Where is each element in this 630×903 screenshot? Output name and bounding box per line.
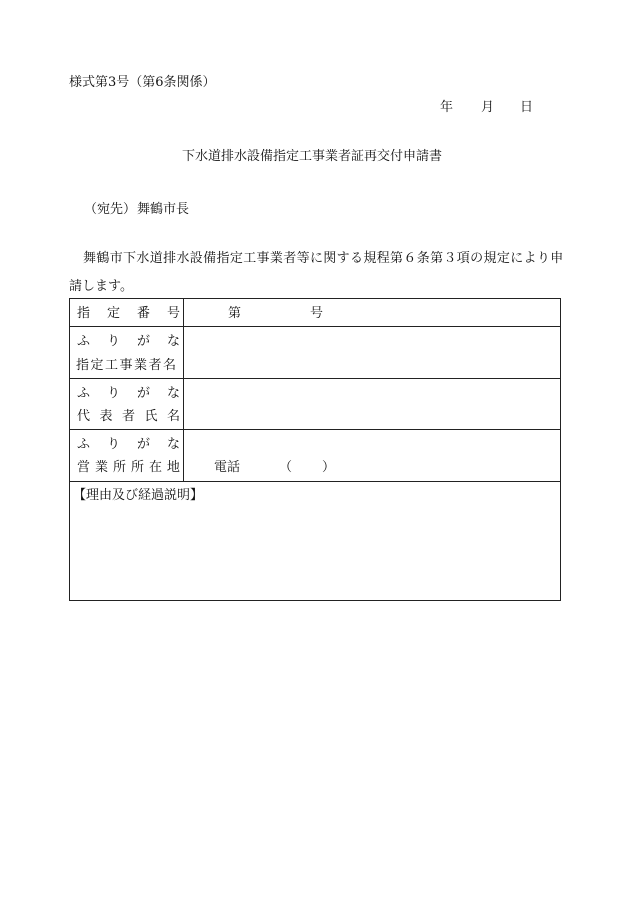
label-char: 所 <box>112 460 126 475</box>
label-char: 業 <box>94 460 108 475</box>
label-char: な <box>166 437 180 452</box>
label-char: 表 <box>99 409 113 424</box>
representative-furigana-label <box>77 387 180 400</box>
date-month-label: 月 <box>481 100 495 115</box>
recipient-name: 舞鶴市長 <box>137 202 190 217</box>
office-furigana-label <box>77 438 180 451</box>
label-char: ふ <box>77 334 91 349</box>
label-char: ふ <box>77 386 91 401</box>
office-address-label <box>77 461 180 474</box>
phone-paren-open: （ <box>279 460 293 475</box>
label-char: 在 <box>148 460 162 475</box>
designation-number-dai: 第 <box>228 306 242 321</box>
table-row-divider <box>70 429 560 430</box>
label-char: り <box>106 386 120 401</box>
form-number-label: 様式第3号（第6条関係） <box>69 75 216 90</box>
table-column-divider <box>183 299 184 481</box>
label-char: ふ <box>77 437 91 452</box>
label-char: 番 <box>136 306 150 321</box>
label-char: 名 <box>166 409 180 424</box>
representative-name-label <box>77 410 180 423</box>
label-char: が <box>136 334 150 349</box>
label-char: 所 <box>130 460 144 475</box>
phone-label: 電話 <box>214 460 241 475</box>
date-year-label: 年 <box>440 100 454 115</box>
contractor-furigana-label <box>77 335 180 348</box>
table-row-divider <box>70 481 560 482</box>
table-row-divider <box>70 378 560 379</box>
label-char: り <box>106 334 120 349</box>
date-day-label: 日 <box>520 100 534 115</box>
label-char: 者 <box>121 409 135 424</box>
recipient-prefix: （宛先） <box>84 202 137 217</box>
designation-number-label <box>77 307 180 320</box>
phone-paren-close: ） <box>322 460 336 475</box>
designation-number-go: 号 <box>310 306 324 321</box>
label-char: り <box>106 437 120 452</box>
label-char: 地 <box>166 460 180 475</box>
label-char: な <box>166 386 180 401</box>
label-char: 代 <box>77 409 91 424</box>
label-char: が <box>136 386 150 401</box>
label-char: 号 <box>166 306 180 321</box>
application-form-table <box>69 298 561 601</box>
label-char: 定 <box>106 306 120 321</box>
label-char: 指 <box>77 306 91 321</box>
label-char: が <box>136 437 150 452</box>
body-text-line-2: 請します。 <box>69 279 133 294</box>
body-text-line-1: 舞鶴市下水道排水設備指定工事業者等に関する規程第６条第３項の規定により申 <box>83 251 564 266</box>
table-row-divider <box>70 326 560 327</box>
contractor-name-label: 指定工事業者名 <box>76 358 178 373</box>
reason-explanation-label: 【理由及び経過説明】 <box>73 488 204 503</box>
label-char: な <box>166 334 180 349</box>
document-title: 下水道排水設備指定工事業者証再交付申請書 <box>182 149 443 164</box>
label-char: 営 <box>77 460 91 475</box>
label-char: 氏 <box>144 409 158 424</box>
